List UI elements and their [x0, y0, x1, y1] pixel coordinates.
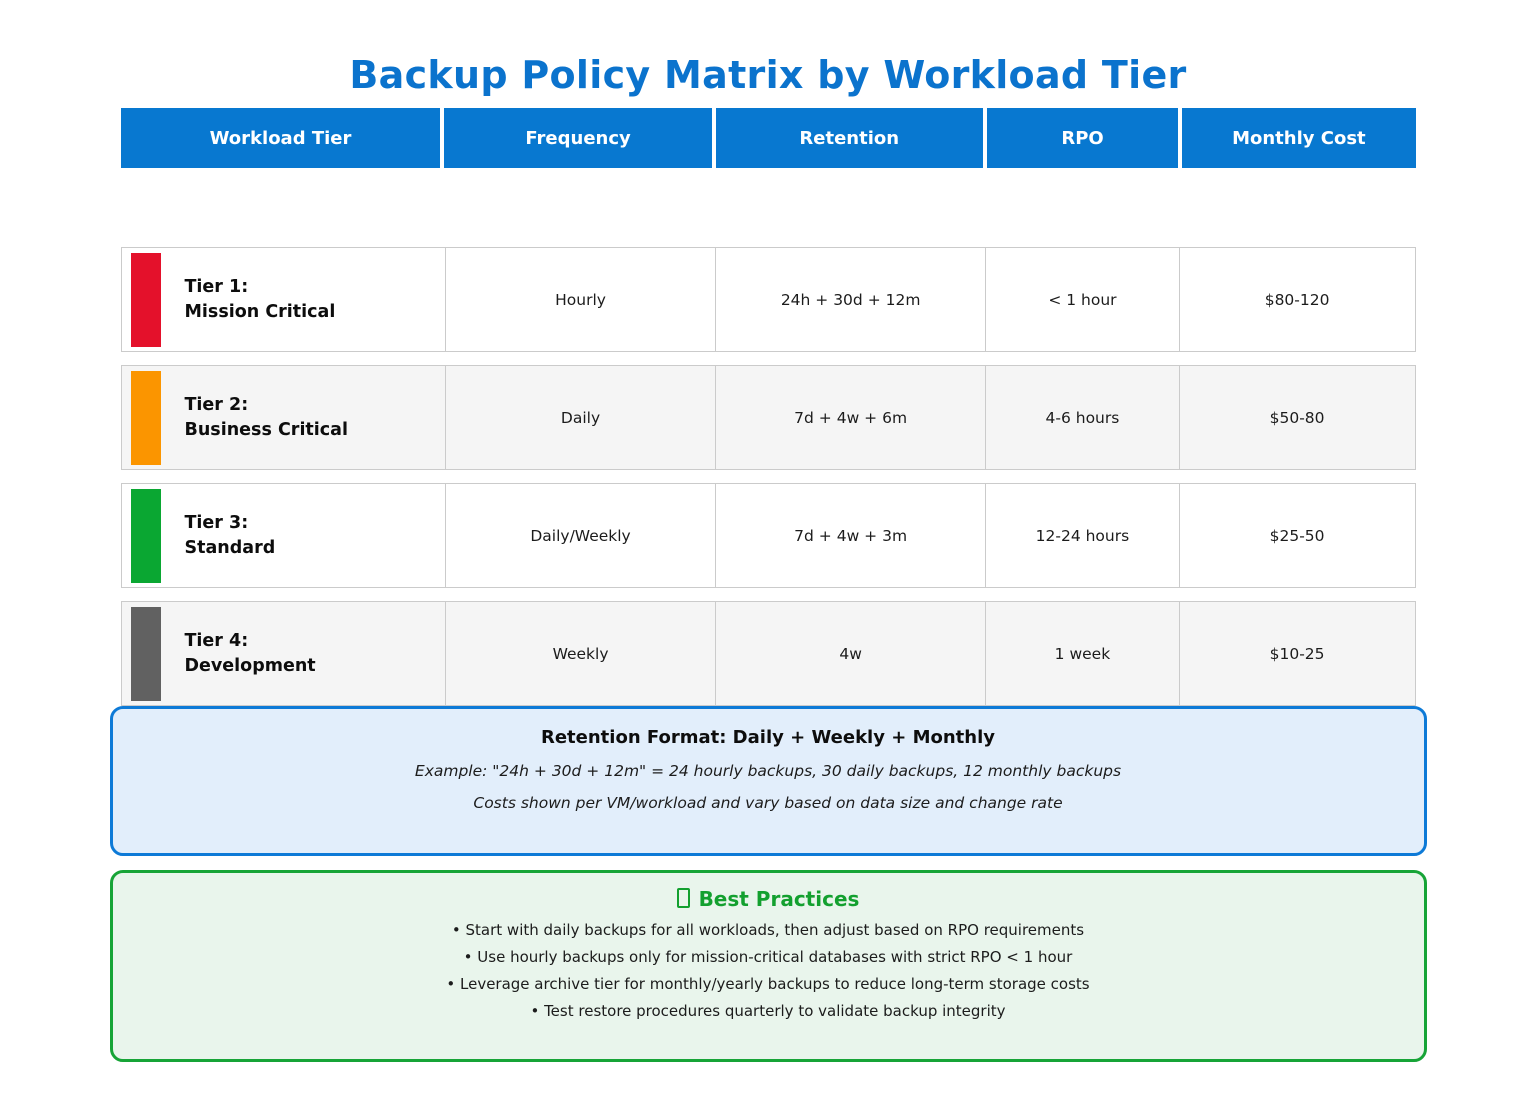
tier-description: Standard	[184, 537, 276, 558]
table-row-tier3	[121, 483, 1416, 588]
page-title: Backup Policy Matrix by Workload Tier	[349, 53, 1187, 97]
best-practices-title	[113, 886, 1424, 912]
tier-label	[185, 629, 316, 677]
tier-name: Tier 4:	[184, 631, 249, 652]
monthly-cost-cell: $25-50	[1179, 484, 1415, 587]
frequency-cell: Daily/Weekly	[445, 484, 715, 587]
table-row-tier1	[121, 247, 1416, 352]
rpo-cell: 4-6 hours	[985, 366, 1179, 469]
retention-cell: 7d + 4w + 3m	[715, 484, 985, 587]
missing-emoji-box-icon	[677, 888, 690, 908]
table-body	[121, 247, 1416, 706]
column-header-rpo: RPO	[987, 108, 1178, 168]
retention-cell: 24h + 30d + 12m	[715, 248, 985, 351]
tier-color-bar	[131, 607, 161, 701]
column-header-retention: Retention	[716, 108, 983, 168]
monthly-cost-cell: $50-80	[1179, 366, 1415, 469]
tier-color-bar	[131, 371, 161, 465]
tier-label	[185, 275, 336, 323]
best-practice-item: • Start with daily backups for all workloads, then adjust based on RPO requirements	[451, 921, 1085, 939]
tier-label	[185, 511, 276, 559]
rpo-cell: 12-24 hours	[985, 484, 1179, 587]
frequency-cell: Hourly	[445, 248, 715, 351]
retention-format-title: Retention Format: Daily + Weekly + Monthly	[540, 727, 995, 748]
tier-name: Tier 2:	[184, 395, 249, 416]
tier-description: Mission Critical	[184, 301, 336, 322]
tier-name: Tier 1:	[184, 277, 249, 298]
retention-example-text: Example: "24h + 30d + 12m" = 24 hourly backups, 30 daily backups, 12 monthly backups	[414, 762, 1122, 780]
tier-description: Development	[184, 655, 316, 676]
tier-cell	[122, 602, 446, 705]
table-header-row	[121, 108, 1416, 168]
monthly-cost-cell: $80-120	[1179, 248, 1415, 351]
column-header-workload-tier: Workload Tier	[121, 108, 441, 168]
best-practices-box	[110, 870, 1427, 1062]
retention-costs-text: Costs shown per VM/workload and vary based on data size and change rate	[473, 794, 1063, 812]
tier-cell	[122, 248, 446, 351]
table-row-tier4	[121, 601, 1416, 706]
best-practice-item: • Test restore procedures quarterly to validate backup integrity	[530, 1002, 1006, 1020]
tier-cell	[122, 366, 446, 469]
retention-cell: 7d + 4w + 6m	[715, 366, 985, 469]
best-practice-item: • Use hourly backups only for mission-critical databases with strict RPO < 1 hour	[463, 948, 1073, 966]
rpo-cell: < 1 hour	[985, 248, 1179, 351]
tier-cell	[122, 484, 446, 587]
frequency-cell: Daily	[445, 366, 715, 469]
monthly-cost-cell: $10-25	[1179, 602, 1415, 705]
tier-color-bar	[131, 253, 161, 347]
best-practices-title-text: Best Practices	[698, 887, 860, 911]
retention-format-note-box	[110, 706, 1427, 856]
tier-description: Business Critical	[184, 419, 348, 440]
column-header-frequency: Frequency	[444, 108, 711, 168]
retention-cell: 4w	[715, 602, 985, 705]
rpo-cell: 1 week	[985, 602, 1179, 705]
tier-label	[185, 393, 348, 441]
column-header-monthly-cost: Monthly Cost	[1182, 108, 1415, 168]
best-practice-item: • Leverage archive tier for monthly/yearly backups to reduce long-term storage costs	[446, 975, 1090, 993]
table-row-tier2	[121, 365, 1416, 470]
tier-color-bar	[131, 489, 161, 583]
tier-name: Tier 3:	[184, 513, 249, 534]
frequency-cell: Weekly	[445, 602, 715, 705]
